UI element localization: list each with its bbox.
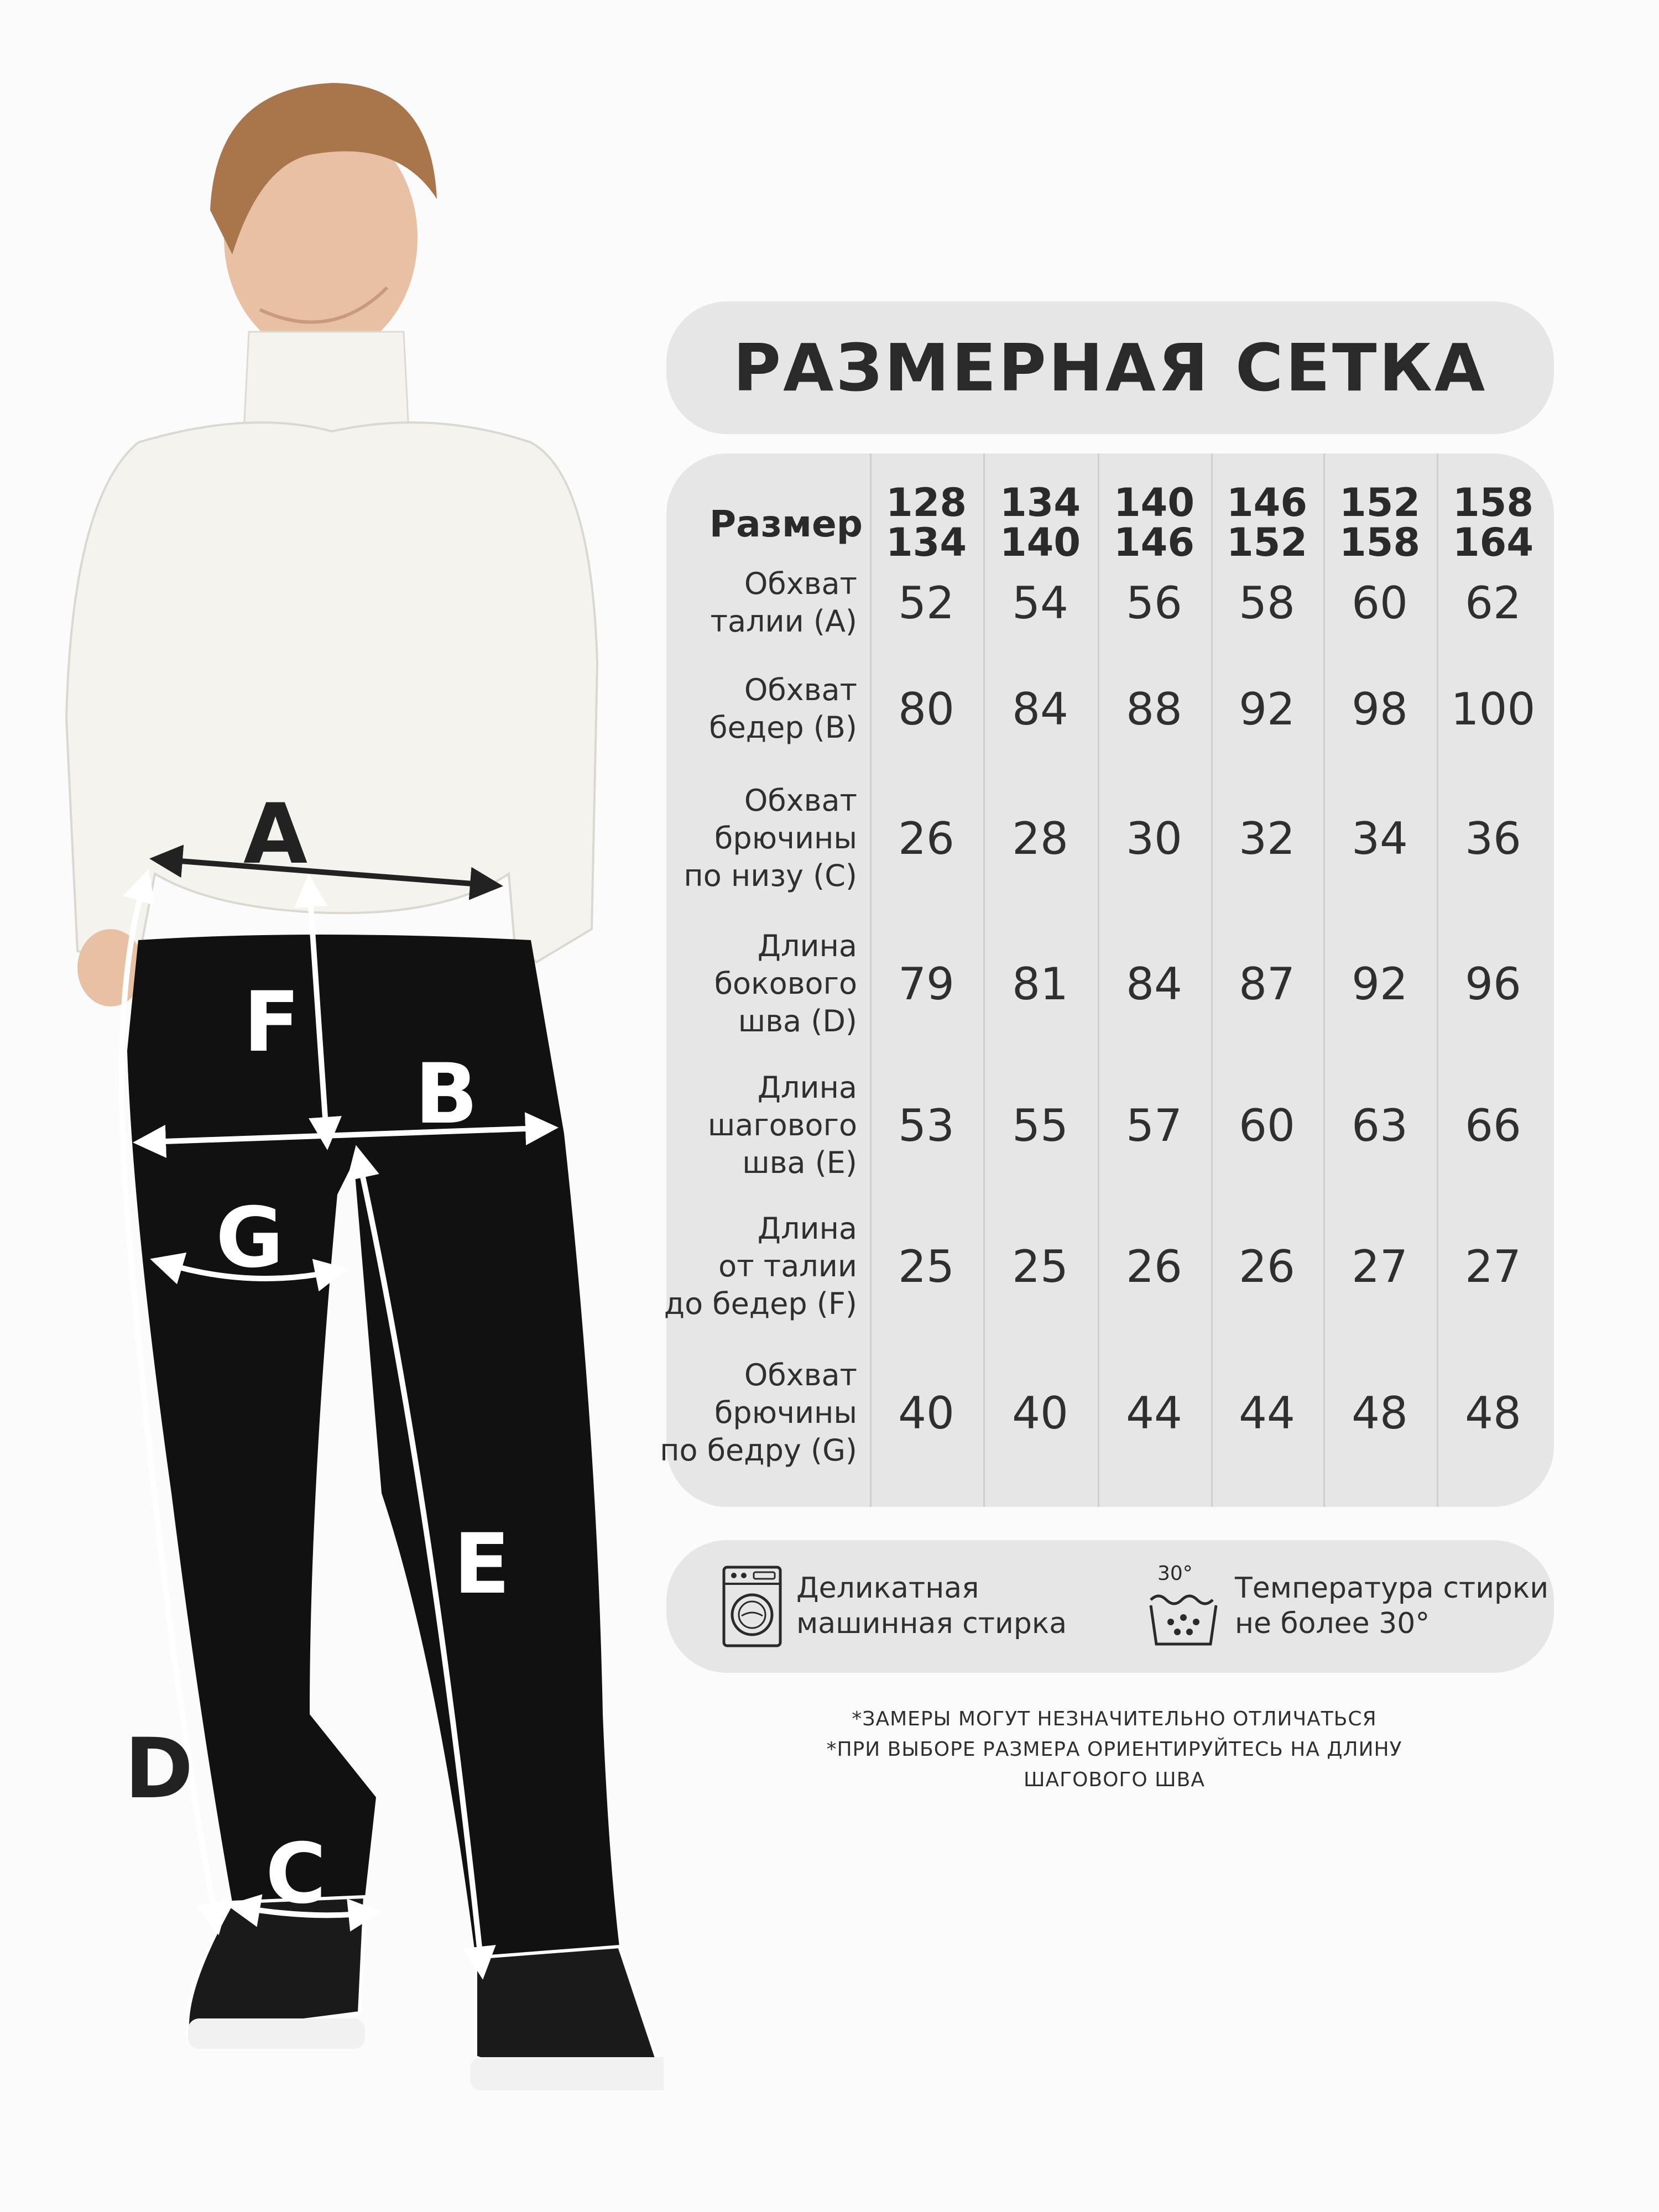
row-label-line: бокового xyxy=(714,966,857,1001)
wash-basin-30-icon xyxy=(1147,1562,1219,1651)
table-cell: 88 xyxy=(1126,683,1182,735)
table-cell: 44 xyxy=(1239,1387,1295,1439)
wash-line-1: Деликатная xyxy=(796,1572,979,1605)
table-cell: 100 xyxy=(1451,683,1536,735)
row-label xyxy=(653,1210,857,1323)
size-header xyxy=(1099,476,1209,570)
table-cell: 27 xyxy=(1352,1240,1408,1292)
model-figure xyxy=(0,0,664,2212)
table-cell: 34 xyxy=(1352,812,1408,864)
size-header-bottom: 164 xyxy=(1452,520,1534,565)
label-d: D xyxy=(124,1721,194,1817)
row-label xyxy=(653,782,857,895)
row-label-line: до бедер (F) xyxy=(664,1286,857,1321)
table-cell: 55 xyxy=(1012,1099,1068,1151)
row-label-line: шагового xyxy=(707,1108,857,1142)
table-cell: 62 xyxy=(1465,577,1521,629)
table-cell: 53 xyxy=(898,1099,954,1151)
table-cell: 79 xyxy=(898,958,954,1010)
size-header-top: 134 xyxy=(999,480,1081,525)
head xyxy=(210,83,437,357)
temp-icon-label: 30° xyxy=(1157,1562,1193,1585)
table-cell: 48 xyxy=(1352,1387,1408,1439)
table-cell: 80 xyxy=(898,683,954,735)
table-cell: 63 xyxy=(1352,1099,1408,1151)
row-label-line: шва (E) xyxy=(742,1145,857,1180)
row-label xyxy=(653,927,857,1040)
table-cell: 60 xyxy=(1239,1099,1295,1151)
temp-line-1: Температура стирки xyxy=(1235,1572,1549,1605)
table-cell: 58 xyxy=(1239,577,1295,629)
table-cell: 40 xyxy=(1012,1387,1068,1439)
table-cell: 28 xyxy=(1012,812,1068,864)
size-header-top: 128 xyxy=(885,480,967,525)
table-cell: 57 xyxy=(1126,1099,1182,1151)
title-banner xyxy=(666,301,1554,434)
size-header xyxy=(871,476,982,570)
washing-machine-icon xyxy=(722,1565,782,1648)
label-c: C xyxy=(265,1826,327,1922)
right-sole xyxy=(470,2057,664,2090)
size-header-bottom: 140 xyxy=(999,520,1081,565)
table-cell: 87 xyxy=(1239,958,1295,1010)
row-label-line: Длина xyxy=(757,1070,857,1105)
note-3: ШАГОВОГО ШВА xyxy=(1023,1768,1205,1791)
row-label xyxy=(653,671,857,747)
sweater xyxy=(66,422,597,962)
size-header-top: 158 xyxy=(1452,480,1534,525)
temp-line-2: не более 30° xyxy=(1235,1607,1430,1640)
pants xyxy=(127,935,619,1958)
size-header xyxy=(1212,476,1322,570)
table-cell: 26 xyxy=(898,812,954,864)
label-a: A xyxy=(243,786,308,883)
note-1: *ЗАМЕРЫ МОГУТ НЕЗНАЧИТЕЛЬНО ОТЛИЧАТЬСЯ xyxy=(852,1708,1377,1730)
row-label-line: Длина xyxy=(757,928,857,963)
row-label-line: Длина xyxy=(757,1211,857,1246)
size-header-label: Размер xyxy=(709,503,863,545)
size-header-top: 152 xyxy=(1339,480,1421,525)
row-label-line: бедер (В) xyxy=(709,710,857,745)
row-label-line: Обхват xyxy=(744,566,857,601)
temperature-text xyxy=(1235,1571,1548,1641)
size-header xyxy=(985,476,1095,570)
row-label xyxy=(653,565,857,640)
table-cell: 81 xyxy=(1012,958,1068,1010)
label-g: G xyxy=(216,1190,284,1286)
size-header xyxy=(1324,476,1435,570)
table-cell: 92 xyxy=(1239,683,1295,735)
size-header xyxy=(1438,476,1548,570)
table-cell: 27 xyxy=(1465,1240,1521,1292)
row-label-line: шва (D) xyxy=(738,1004,857,1039)
label-e: E xyxy=(453,1516,510,1613)
page-title: РАЗМЕРНАЯ СЕТКА xyxy=(733,330,1488,406)
row-label-line: талии (А) xyxy=(710,604,857,639)
size-header-bottom: 134 xyxy=(885,520,967,565)
table-cell: 36 xyxy=(1465,812,1521,864)
care-instructions xyxy=(666,1540,1554,1673)
table-cell: 60 xyxy=(1352,577,1408,629)
table-cell: 54 xyxy=(1012,577,1068,629)
size-header-top: 140 xyxy=(1113,480,1195,525)
size-header-bottom: 152 xyxy=(1226,520,1308,565)
table-cell: 32 xyxy=(1239,812,1295,864)
size-header-bottom: 158 xyxy=(1339,520,1421,565)
size-table xyxy=(660,453,1554,1507)
left-sole xyxy=(188,2018,365,2049)
row-label xyxy=(653,1357,857,1469)
table-cell: 40 xyxy=(898,1387,954,1439)
label-f: F xyxy=(243,974,300,1071)
table-cell: 25 xyxy=(1012,1240,1068,1292)
table-cell: 96 xyxy=(1465,958,1521,1010)
row-label-line: брючины xyxy=(714,821,857,855)
table-cell: 30 xyxy=(1126,812,1182,864)
table-cell: 92 xyxy=(1352,958,1408,1010)
row-label-line: Обхват xyxy=(744,672,857,707)
table-cell: 26 xyxy=(1126,1240,1182,1292)
table-cell: 84 xyxy=(1126,958,1182,1010)
wash-line-2: машинная стирка xyxy=(796,1607,1067,1640)
row-label-line: Обхват xyxy=(744,1358,857,1392)
row-label xyxy=(653,1069,857,1182)
table-cell: 66 xyxy=(1465,1099,1521,1151)
size-header-bottom: 146 xyxy=(1113,520,1195,565)
note-2: *ПРИ ВЫБОРЕ РАЗМЕРА ОРИЕНТИРУЙТЕСЬ НА ДЛИНУ xyxy=(826,1738,1402,1761)
table-cell: 98 xyxy=(1352,683,1408,735)
table-cell: 52 xyxy=(898,577,954,629)
wash-text xyxy=(796,1571,1067,1641)
row-label-line: Обхват xyxy=(744,783,857,818)
table-cell: 25 xyxy=(898,1240,954,1292)
row-label-line: по бедру (G) xyxy=(660,1433,857,1468)
size-header-top: 146 xyxy=(1226,480,1308,525)
row-label-line: брючины xyxy=(714,1395,857,1430)
table-cell: 26 xyxy=(1239,1240,1295,1292)
row-label-line: от талии xyxy=(718,1249,857,1284)
row-label-line: по низу (С) xyxy=(684,858,857,893)
table-cell: 44 xyxy=(1126,1387,1182,1439)
label-b: B xyxy=(415,1046,478,1142)
table-cell: 56 xyxy=(1126,577,1182,629)
table-cell: 48 xyxy=(1465,1387,1521,1439)
table-cell: 84 xyxy=(1012,683,1068,735)
